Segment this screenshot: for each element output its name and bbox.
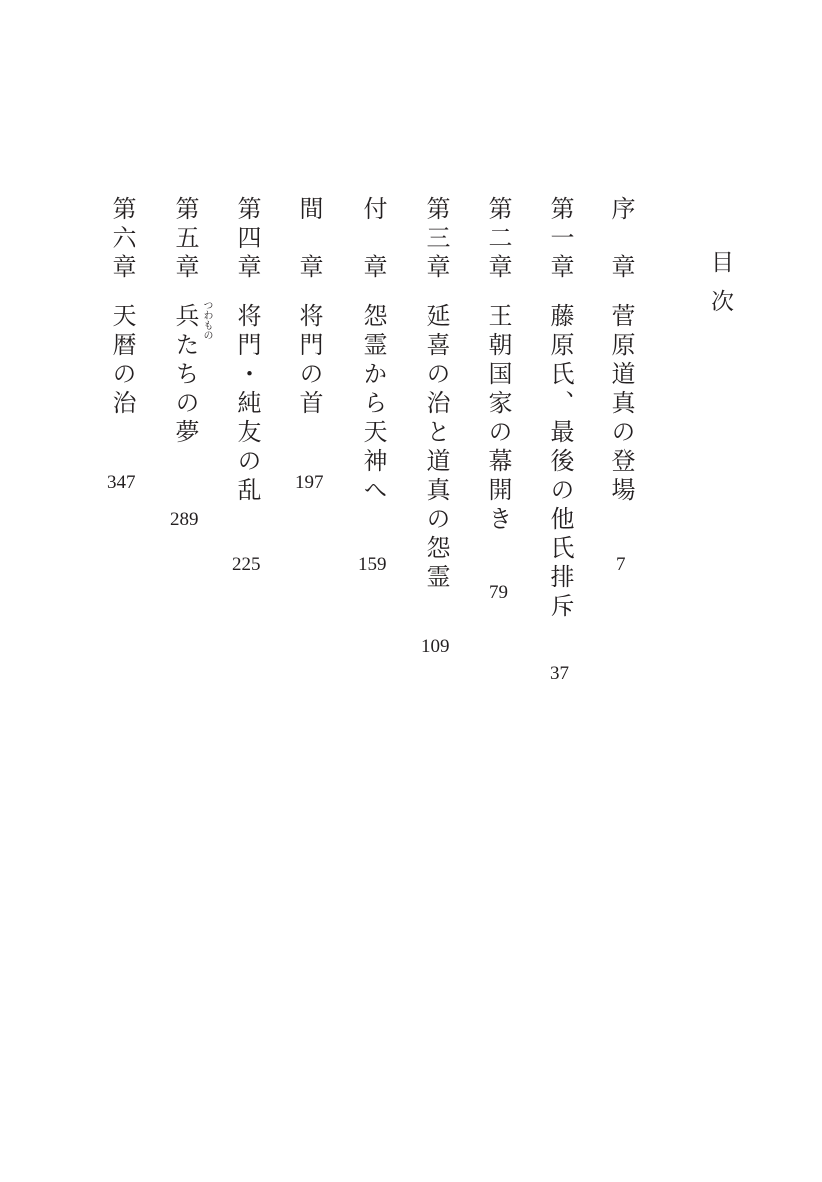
page-number: 159 (358, 554, 387, 575)
page-number: 347 (107, 472, 136, 493)
chapter-label: 第二章 (484, 196, 512, 283)
chapter-label: 第六章 (108, 196, 136, 283)
chapter-title: 兵たちの夢 (171, 303, 199, 448)
chapter-title: 王朝国家の幕開き (484, 303, 512, 535)
page-number: 197 (295, 472, 324, 493)
chapter-label: 第五章 (171, 196, 199, 283)
chapter-title: 怨霊から天神へ (359, 303, 387, 506)
page-number: 109 (421, 636, 450, 657)
chapter-title: 延喜の治と道真の怨霊 (422, 303, 450, 593)
chapter-title: 将門・純友の乱 (233, 303, 261, 506)
page-number: 225 (232, 554, 261, 575)
page-number: 37 (550, 663, 569, 684)
chapter-title: 藤原氏、最後の他氏排斥 (546, 303, 574, 622)
chapter-label: 第四章 (233, 196, 261, 283)
page-number: 79 (489, 582, 508, 603)
chapter-label: 第一章 (546, 196, 574, 283)
chapter-label: 付 章 (359, 196, 387, 283)
toc-heading: 目次 (707, 250, 733, 328)
page-number: 7 (616, 554, 626, 575)
chapter-label: 第三章 (422, 196, 450, 283)
ruby-annotation: つわもの (201, 300, 212, 340)
chapter-title: 天暦の治 (108, 303, 136, 419)
chapter-label: 序 章 (607, 196, 635, 283)
chapter-title: 将門の首 (295, 303, 323, 419)
chapter-label: 間 章 (295, 196, 323, 283)
chapter-title: 菅原道真の登場 (607, 303, 635, 506)
page-number: 289 (170, 509, 199, 530)
